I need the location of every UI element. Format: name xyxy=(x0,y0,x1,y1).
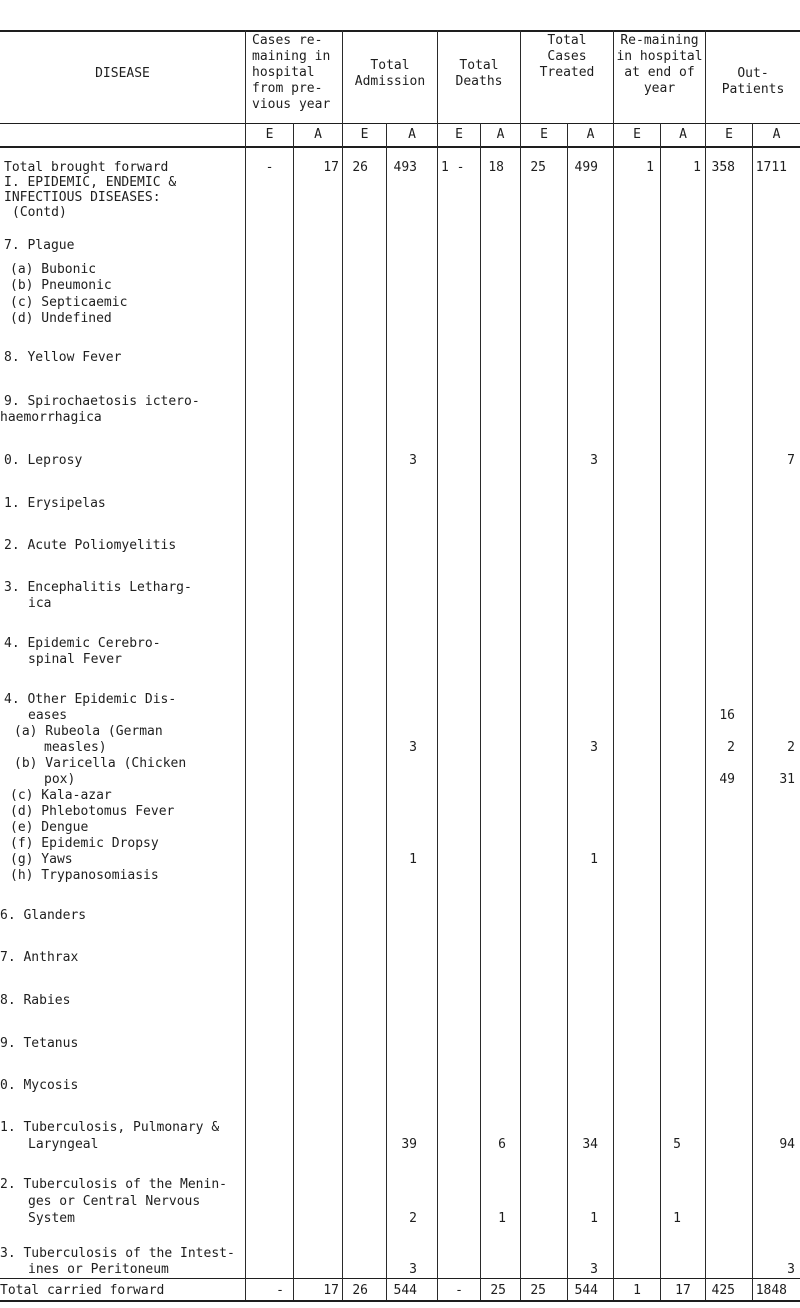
cf-value: 25 xyxy=(490,1283,506,1298)
cf-value: 1848 xyxy=(755,1283,787,1298)
sub-header: A xyxy=(496,127,505,142)
cf-value: 544 xyxy=(574,1283,598,1298)
header-treated: Total Cases Treated xyxy=(539,33,595,80)
subcol-line xyxy=(293,123,294,1300)
disease-label: (f) Epidemic Dropsy xyxy=(10,836,159,851)
disease-label: 7. Anthrax xyxy=(0,950,79,965)
admission-a-value: 3 xyxy=(409,453,417,468)
top-rule xyxy=(0,30,800,32)
disease-label: System xyxy=(28,1211,75,1226)
disease-label: (b) Pneumonic xyxy=(10,278,112,293)
bf-value: 1 - xyxy=(441,160,465,175)
admission-a-value: 1 xyxy=(409,852,417,867)
disease-label: 3. Tuberculosis of the Intest- xyxy=(0,1246,235,1261)
disease-label: 0. Leprosy xyxy=(4,453,83,468)
treated-a-value: 1 xyxy=(590,852,598,867)
admission-a-value: 2 xyxy=(409,1211,417,1226)
disease-label: 9. Tetanus xyxy=(0,1036,79,1051)
sub-header: E xyxy=(725,127,733,142)
deaths-a-value: 1 xyxy=(498,1211,506,1226)
header-outpatients: Out- Patients xyxy=(721,66,785,97)
cf-value: 25 xyxy=(530,1283,546,1298)
disease-label: (g) Yaws xyxy=(10,852,73,867)
bf-value: - xyxy=(265,160,274,175)
subcol-line xyxy=(567,123,568,1300)
header-remaining-prev: Cases re- maining in hospital from pre- vious year xyxy=(252,33,331,112)
sub-header: A xyxy=(772,127,781,142)
section-title: INFECTIOUS DISEASES: xyxy=(4,190,161,205)
disease-label: 2. Acute Poliomyelitis xyxy=(4,538,177,553)
col-line xyxy=(520,30,521,1300)
admission-a-value: 3 xyxy=(409,740,417,755)
disease-label: (e) Dengue xyxy=(10,820,89,835)
deaths-a-value: 6 xyxy=(498,1137,506,1152)
treated-a-value: 3 xyxy=(590,453,598,468)
disease-label: 0. Mycosis xyxy=(0,1078,79,1093)
disease-label: measles) xyxy=(44,740,107,755)
disease-label: (h) Trypanosomiasis xyxy=(10,868,159,883)
disease-label: haemorrhagica xyxy=(0,410,102,425)
cf-value: - xyxy=(276,1283,284,1298)
outpatients-a-value: 31 xyxy=(779,772,795,787)
brought-forward-label: Total brought forward xyxy=(4,160,169,175)
section-title: (Contd) xyxy=(12,205,67,220)
sub-header: E xyxy=(633,127,641,142)
remaining-a-value: 5 xyxy=(673,1137,681,1152)
bf-value: 18 xyxy=(488,160,504,175)
admission-a-value: 3 xyxy=(409,1262,417,1277)
cf-value: 1 xyxy=(633,1283,641,1298)
carried-forward-label: Total carried forward xyxy=(0,1283,165,1298)
bf-value: 1 xyxy=(646,160,654,175)
outpatients-a-value: 3 xyxy=(787,1262,795,1277)
sub-header: A xyxy=(408,127,416,142)
bf-value: 1711 xyxy=(755,160,787,175)
treated-a-value: 34 xyxy=(582,1137,598,1152)
disease-label: pox) xyxy=(44,772,76,787)
disease-label: (a) Bubonic xyxy=(10,262,97,277)
disease-label: (a) Rubeola (German xyxy=(14,724,163,739)
subcol-line xyxy=(660,123,661,1300)
disease-label: eases xyxy=(28,708,68,723)
disease-label: 3. Encephalitis Letharg- xyxy=(4,580,192,595)
header-sub-rule xyxy=(0,123,800,124)
bf-value: 499 xyxy=(574,160,598,175)
outpatients-e-value: 49 xyxy=(719,772,735,787)
disease-label: ges or Central Nervous xyxy=(28,1194,201,1209)
section-title: I. EPIDEMIC, ENDEMIC & xyxy=(4,175,177,190)
treated-a-value: 3 xyxy=(590,1262,598,1277)
disease-label: (c) Kala-azar xyxy=(10,788,112,803)
cf-value: 26 xyxy=(352,1283,368,1298)
bf-value: 493 xyxy=(393,160,417,175)
bf-value: 17 xyxy=(323,160,339,175)
outpatients-e-value: 16 xyxy=(719,708,735,723)
header-remaining-end: Re-maining in hospital at end of year xyxy=(616,33,703,96)
sub-header: A xyxy=(586,127,595,142)
cf-value: 17 xyxy=(323,1283,339,1298)
disease-label: 8. Yellow Fever xyxy=(4,350,122,365)
outpatients-a-value: 2 xyxy=(787,740,795,755)
disease-label: 2. Tuberculosis of the Menin- xyxy=(0,1177,227,1192)
outpatients-a-value: 94 xyxy=(779,1137,795,1152)
bf-value: 25 xyxy=(530,160,546,175)
totals-top-rule xyxy=(0,1278,800,1279)
header-bottom-rule xyxy=(0,146,800,148)
subcol-line xyxy=(386,123,387,1300)
disease-label: (b) Varicella (Chicken xyxy=(14,756,187,771)
disease-label: 1. Erysipelas xyxy=(4,496,106,511)
sub-header: E xyxy=(540,127,548,142)
bf-value: 26 xyxy=(352,160,368,175)
disease-label: ica xyxy=(28,596,52,611)
sub-header: E xyxy=(455,127,463,142)
sub-header: E xyxy=(360,127,369,142)
col-line xyxy=(705,30,706,1300)
cf-value: 425 xyxy=(711,1283,735,1298)
subcol-line xyxy=(752,123,753,1300)
disease-label: 7. Plague xyxy=(4,238,75,253)
outpatients-e-value: 2 xyxy=(727,740,735,755)
subcol-line xyxy=(480,123,481,1300)
cf-value: 544 xyxy=(393,1283,417,1298)
col-line xyxy=(437,30,438,1300)
bf-value: 358 xyxy=(711,160,735,175)
cf-value: 17 xyxy=(675,1283,691,1298)
disease-label: 8. Rabies xyxy=(0,993,71,1008)
header-disease: DISEASE xyxy=(95,66,150,81)
bf-value: 1 xyxy=(693,160,701,175)
remaining-a-value: 1 xyxy=(673,1211,681,1226)
disease-label: 1. Tuberculosis, Pulmonary & xyxy=(0,1120,220,1135)
sub-header: A xyxy=(314,127,322,142)
disease-label: 9. Spirochaetosis ictero- xyxy=(4,394,200,409)
treated-a-value: 1 xyxy=(590,1211,598,1226)
disease-label: (d) Undefined xyxy=(10,311,112,326)
outpatients-a-value: 7 xyxy=(787,453,795,468)
disease-label: 6. Glanders xyxy=(0,908,87,923)
disease-label: 4. Other Epidemic Dis- xyxy=(4,692,177,707)
treated-a-value: 3 xyxy=(590,740,598,755)
disease-label: Laryngeal xyxy=(28,1137,99,1152)
cf-value: - xyxy=(455,1283,463,1298)
col-line xyxy=(342,30,343,1300)
col-line xyxy=(245,30,246,1300)
disease-label: (c) Septicaemic xyxy=(10,295,128,310)
totals-bottom-rule xyxy=(0,1300,800,1302)
header-deaths: Total Deaths xyxy=(455,58,503,89)
disease-label: 4. Epidemic Cerebro- xyxy=(4,636,161,651)
sub-header: E xyxy=(265,127,274,142)
admission-a-value: 39 xyxy=(401,1137,417,1152)
header-admission: Total Admission xyxy=(354,58,426,89)
disease-label: ines or Peritoneum xyxy=(28,1262,169,1277)
disease-label: (d) Phlebotomus Fever xyxy=(10,804,175,819)
col-line xyxy=(613,30,614,1300)
disease-label: spinal Fever xyxy=(28,652,122,667)
sub-header: A xyxy=(679,127,687,142)
